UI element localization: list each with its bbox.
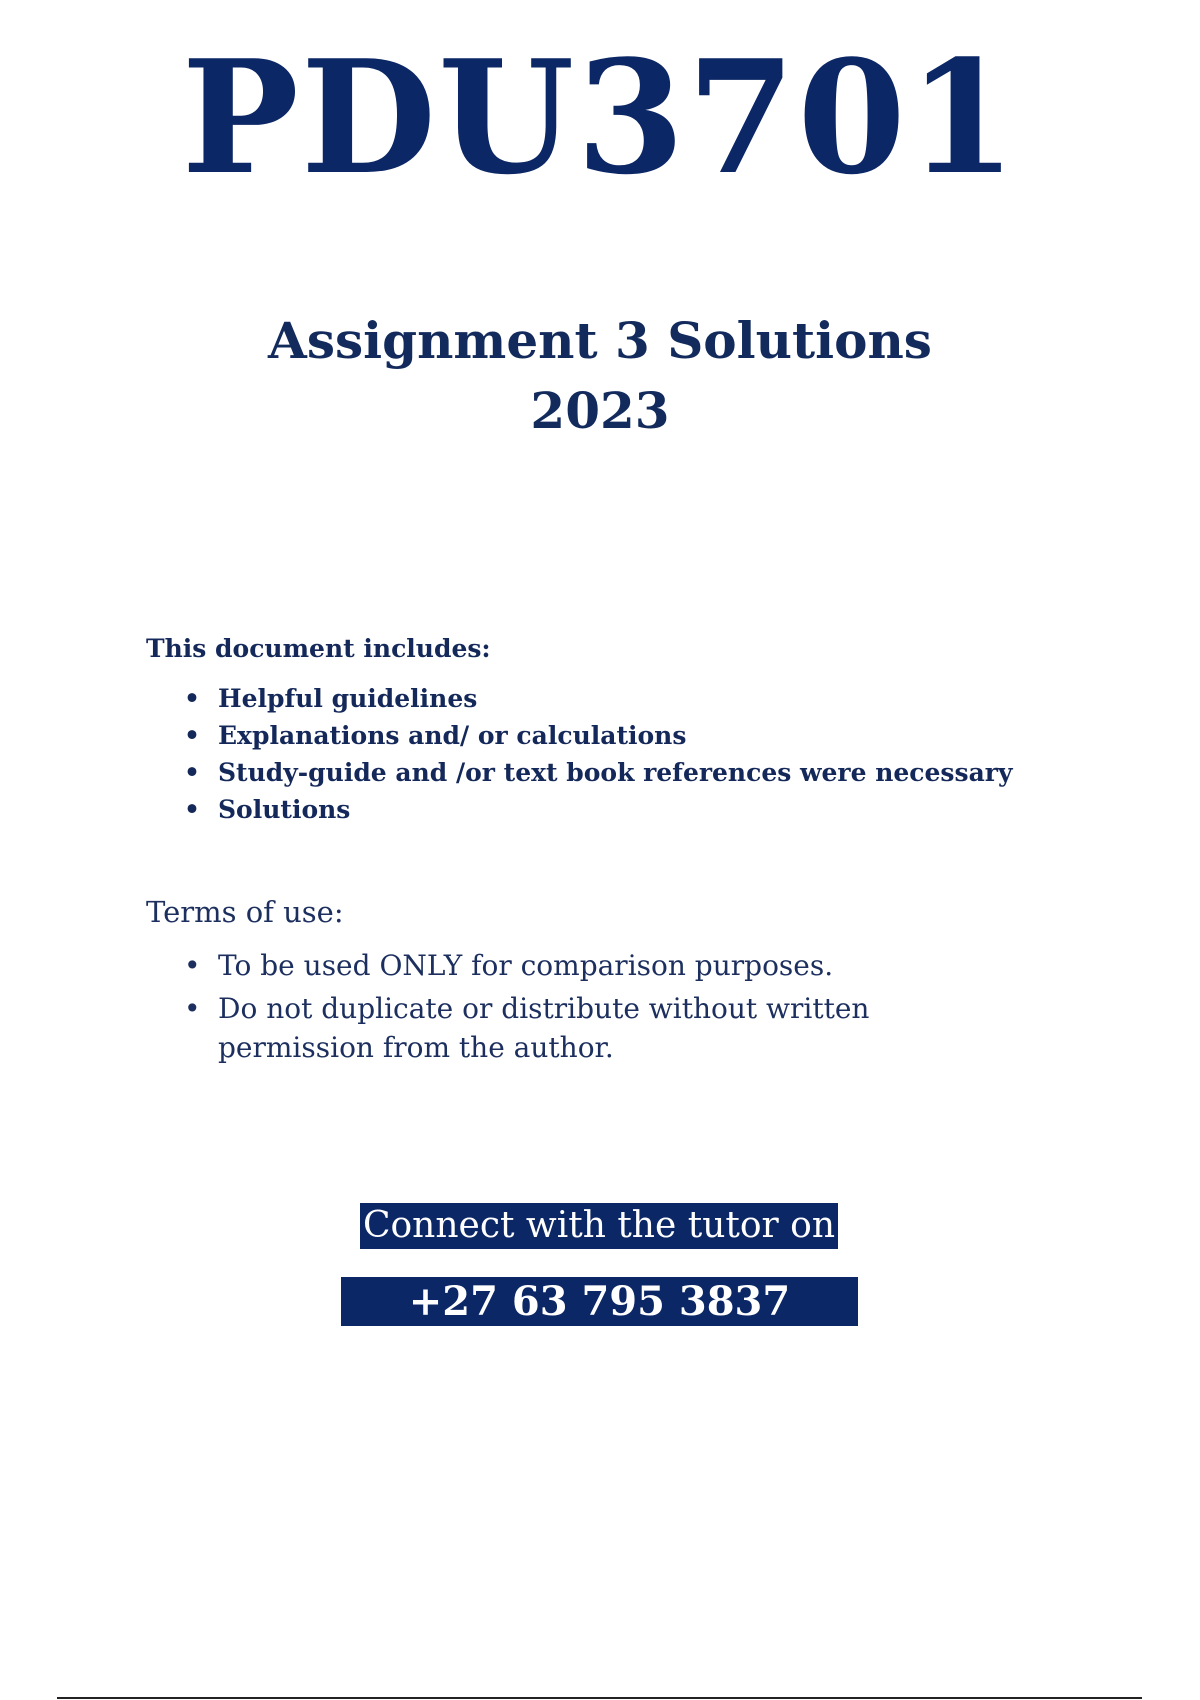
tutor-phone-number: +27 63 795 3837 — [341, 1277, 858, 1326]
terms-heading: Terms of use: — [146, 895, 344, 929]
document-subtitle — [0, 306, 1200, 446]
terms-section — [146, 892, 1146, 1071]
course-code-title: PDU3701 — [181, 26, 1019, 209]
connect-label: Connect with the tutor on — [360, 1203, 838, 1249]
bullet-icon: • — [184, 721, 200, 750]
includes-heading: This document includes: — [146, 634, 491, 663]
includes-section — [146, 632, 1146, 828]
list-item — [146, 989, 938, 1067]
bullet-icon: • — [184, 992, 201, 1025]
bullet-icon: • — [184, 795, 200, 824]
bullet-icon: • — [184, 949, 201, 982]
subtitle-line-year: 2023 — [530, 381, 670, 440]
list-item-text: Solutions — [218, 795, 351, 824]
list-item-text: Do not duplicate or distribute without written permission from the author. — [218, 992, 870, 1064]
list-item-text: To be used ONLY for comparison purposes. — [218, 949, 834, 982]
terms-list — [146, 946, 1146, 1067]
subtitle-line-assignment: Assignment 3 Solutions — [268, 311, 932, 370]
list-item-text: Helpful guidelines — [218, 684, 478, 713]
list-item-text: Study-guide and /or text book references were necessary — [218, 758, 1013, 787]
list-item — [146, 754, 1146, 791]
bullet-icon: • — [184, 758, 200, 787]
list-item-text: Explanations and/ or calculations — [218, 721, 687, 750]
footer-divider — [57, 1697, 1142, 1699]
includes-list — [146, 680, 1146, 828]
list-item — [146, 680, 1146, 717]
list-item — [146, 946, 1146, 985]
list-item — [146, 791, 1146, 828]
bullet-icon: • — [184, 684, 200, 713]
list-item — [146, 717, 1146, 754]
